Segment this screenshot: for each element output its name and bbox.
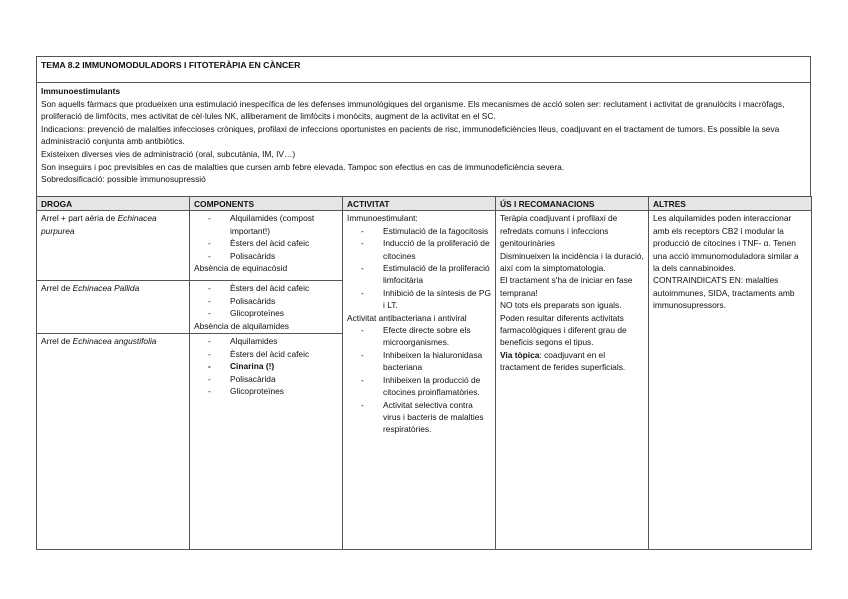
us-topica: Via tòpica: coadjuvant en el tractament de ferides superficials.: [500, 349, 626, 373]
components-cell: [190, 281, 343, 334]
list-item: - Polisacàrida: [194, 373, 338, 385]
document-title: TEMA 8.2 IMMUNOMODULADORS I FITOTERÀPIA EN CÀNCER: [37, 57, 810, 83]
species-name: Echinacea angustifolia: [72, 336, 157, 347]
list-item: - Efecte directe sobre els microorganismes.: [347, 324, 491, 349]
list-item: - Èsters del àcid cafeic: [194, 282, 338, 294]
us-line: El tractament s'ha de iniciar en fase temprana!: [500, 275, 633, 298]
list-item: - Cinarina (!): [194, 360, 338, 372]
list-item: - Glicoproteïnes: [194, 307, 338, 319]
activitat-cell: [343, 211, 496, 550]
list-item: - Glicoproteïnes: [194, 385, 338, 397]
header-activitat: ACTIVITAT: [343, 197, 496, 211]
intro-line: Sobredosificació: possible immunosupressió: [41, 174, 206, 185]
altres-text: Les alquilamides poden interaccionar amb els receptors CB2 i modular la producció de citocines i TNF- α. Tenen una acció immunomoduladora similar a la dels cannabinoides.: [653, 213, 799, 274]
altres-cell: [649, 211, 812, 550]
intro-line: Son inseguirs i poc previsibles en cas de malalties que cursen amb febre elevada. Tampoc son efectius en cas de immunodeficiència severa.: [41, 161, 565, 172]
list-item: - Polisacàrids: [194, 295, 338, 307]
table-row: [37, 211, 812, 281]
us-line: Disminueixen la incidència i la duració, així com la simptomatologia.: [500, 250, 644, 274]
us-line: Teràpia coadjuvant i profilaxi de refredats comuns i infeccions genitourinàries: [500, 213, 618, 249]
intro-line: Son aquells fàrmacs que produeixen una estimulació inespecífica de les defenses immunològiques del organisme. Els mecanismes de acció solen ser: reclutament i activitat de granulòcits i macròfags, proliferació de limfòcits, mes activitat de cèl·lules NK, alliberament de limfòcits i monòcits, augment de la activitat en el SC.: [41, 98, 785, 122]
list-item: - Èsters del àcid cafeic: [194, 237, 338, 249]
drug-table: [36, 196, 812, 550]
intro-heading: Immunoestimulants: [41, 86, 121, 96]
antibac-title: Activitat antibacteriana i antiviral: [347, 312, 467, 323]
droga-cell: Arrel de Echinacea angustifolia: [37, 334, 190, 550]
list-item: - Inducció de la proliferació de citocines: [347, 237, 491, 262]
header-us: ÚS I RECOMANACIONS: [496, 197, 649, 211]
us-line: NO tots els preparats son iguals. Poden resultar diferents activitats farmacològiques i diferent grau de beneficis segons el tipus.: [500, 300, 627, 348]
components-note: Absència de equinacòsid: [194, 263, 288, 274]
list-item: - Inhibició de la síntesis de PG i LT.: [347, 287, 491, 312]
droga-cell: Arrel + part aèria de Echinacea purpurea: [37, 211, 190, 281]
list-item: - Èsters del àcid cafeic: [194, 348, 338, 360]
intro-line: Existeixen diverses vies de administració (oral, subcutània, IM, IV…): [41, 148, 296, 159]
us-cell: [496, 211, 649, 550]
header-components: COMPONENTS: [190, 197, 343, 211]
list-item: - Alquilamides (compost important!): [194, 212, 338, 237]
species-name: Echinacea purpurea: [41, 213, 157, 236]
list-item: - Alquilamides: [194, 335, 338, 347]
list-item: - Activitat selectiva contra virus i bacteris de malalties respiratòries.: [347, 399, 491, 436]
list-item: - Inhibeixen la producció de citocines proinflamatòries.: [347, 374, 491, 399]
intro-line: Indicacions: prevenció de malalties infeccioses cròniques, profilaxi de infeccions oportunistes en pacients de risc, immunodeficiències lleus, coadjuvant en el tractament de tumors. Es possible la seva administració conjunta amb antibiòtics.: [41, 123, 780, 147]
altres-contraindications: CONTRAINDICATS EN: malalties autoimmunes, SIDA, tractaments amb immunosupressors.: [653, 275, 795, 311]
list-item: - Estimulació de la fagocitosis: [347, 225, 491, 237]
components-note: Absència de alquilamides: [194, 320, 289, 331]
header-altres: ALTRES: [649, 197, 812, 211]
list-item: - Estimulació de la proliferació limfocitària: [347, 262, 491, 287]
droga-cell: Arrel de Echinacea Pallida: [37, 281, 190, 334]
table-header-row: [37, 197, 812, 211]
species-name: Echinacea Pallida: [72, 283, 140, 294]
components-cell: [190, 334, 343, 550]
header-droga: DROGA: [37, 197, 190, 211]
intro-section: [37, 83, 810, 196]
activitat-intro: Immunoestimulant:: [347, 213, 418, 224]
document-page: [36, 56, 811, 550]
list-item: - Inhibeixen la hialuronidasa bacteriana: [347, 349, 491, 374]
topica-label: Via tòpica: [500, 349, 540, 360]
header-box: [36, 56, 811, 196]
list-item: - Polisacàrids: [194, 250, 338, 262]
components-cell: [190, 211, 343, 281]
